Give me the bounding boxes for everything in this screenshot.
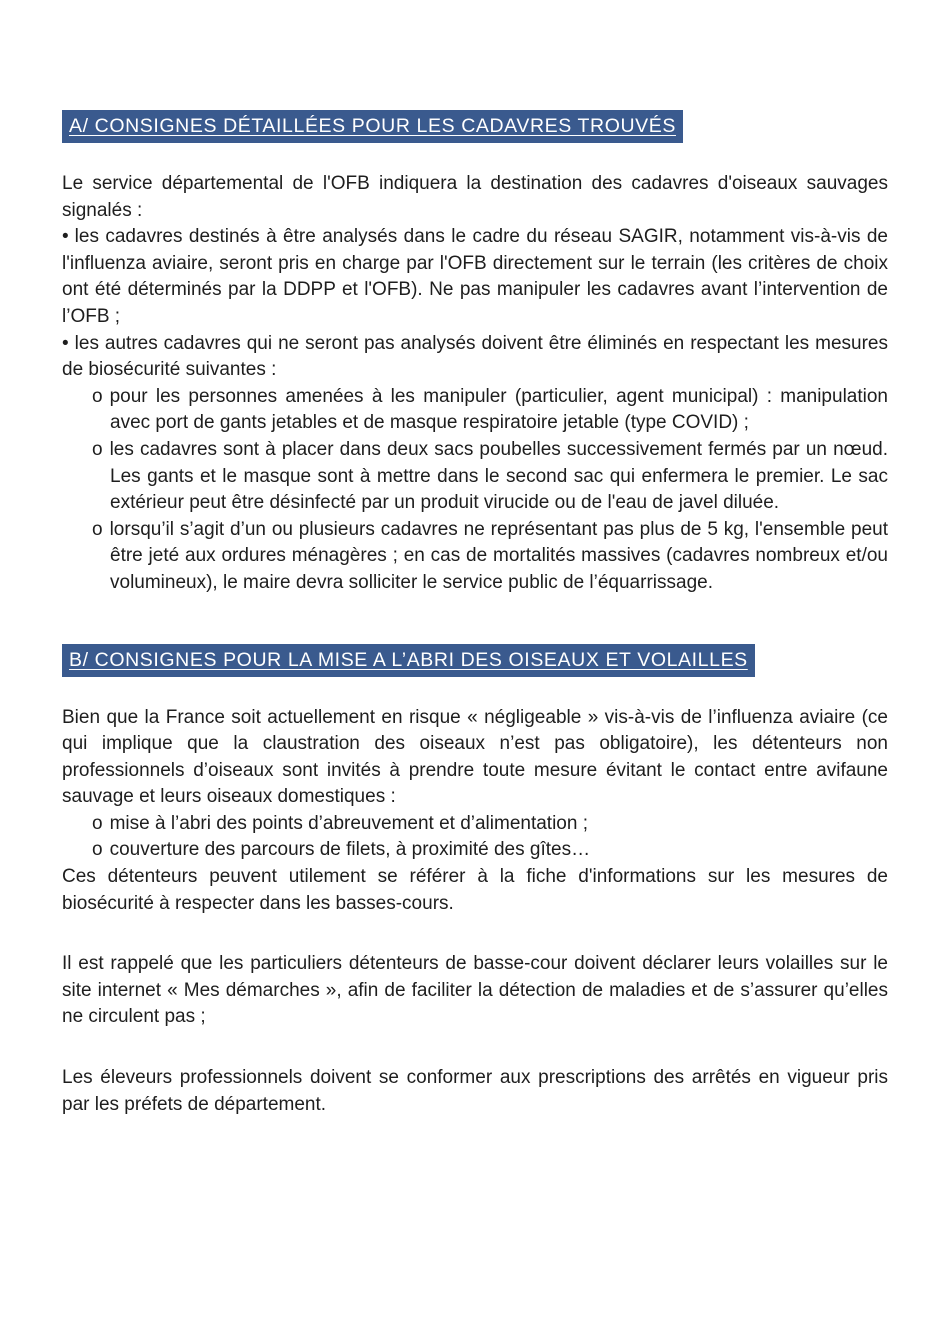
bullet-text: les autres cadavres qui ne seront pas analysés doivent être éliminés en respectant les mesures de biosécurité suivantes : [62,332,888,381]
paragraph-fiche-informations: Ces détenteurs peuvent utilement se référer à la fiche d'informations sur les mesures de biosécurité à respecter dans les basses-cours. [62,866,888,914]
section-a-body [62,171,888,597]
paragraph-eleveurs-professionnels: Les éleveurs professionnels doivent se conformer aux prescriptions des arrêtés en vigueur pris par les préfets de département. [62,1067,888,1115]
subbullet-marker: o [92,385,103,407]
bullet-cadavres-sagir [62,224,888,330]
bullet-autres-cadavres [62,331,888,384]
subbullet-text: lorsqu’il s’agit d’un ou plusieurs cadavres ne représentant pas plus de 5 kg, l'ensemble peut être jeté aux ordures ménagères ; en cas de mortalités massives (cadavres nombreux et/ou volumineux), le maire devra solliciter le service public de l’équarrissage. [109,518,888,593]
subbullet-sacs-poubelles [62,437,888,517]
subbullet-text: pour les personnes amenées à les manipuler (particulier, agent municipal) : manipulation avec port de gants jetables et de masque respiratoire jetable (type COVID) ; [109,385,888,434]
subbullet-ordures-menageres [62,517,888,597]
subbullet-mise-a-labri [62,811,888,838]
bullet-text: les cadavres destinés à être analysés dans le cadre du réseau SAGIR, notamment vis-à-vis de l'influenza aviaire, seront pris en charge par l'OFB directement sur le terrain (les critères de choix ont été déterminés par la DDPP et l'OFB). Ne pas manipuler les cadavres avant l’intervention de l’OFB ; [62,226,888,327]
bullet-marker: • [62,226,69,248]
subbullet-manipulation-gants [62,384,888,437]
section-a-heading: A/ CONSIGNES DÉTAILLÉES POUR LES CADAVRES TROUVÉS [62,110,683,143]
subbullet-marker: o [92,438,103,460]
paragraph-risque-negligeable: Bien que la France soit actuellement en risque « négligeable » vis-à-vis de l’influenza aviaire (ce qui implique que la claustration des oiseaux n’est pas obligatoire), les détenteurs non professionnels d’oiseaux sont invités à prendre toute mesure évitant le contact entre avifaune sauvage et leurs oiseaux domestiques : [62,706,888,808]
section-a-heading-wrap [62,110,888,143]
section-b-body [62,705,888,1119]
paragraph-mes-demarches: Il est rappelé que les particuliers détenteurs de basse-cour doivent déclarer leurs volailles sur le site internet « Mes démarches », afin de faciliter la détection de maladies et de s’assurer qu’elles ne circulent pas ; [62,953,888,1028]
paragraph-intro-cadavres: Le service départemental de l'OFB indiquera la destination des cadavres d'oiseaux sauvages signalés : [62,173,888,221]
section-b-heading: B/ CONSIGNES POUR LA MISE A L’ABRI DES OISEAUX ET VOLAILLES [62,644,755,677]
subbullet-marker: o [92,812,103,834]
subbullet-couverture-parcours [62,837,888,864]
subbullet-text: mise à l’abri des points d’abreuvement et d’alimentation ; [109,812,589,834]
bullet-marker: • [62,332,69,354]
subbullet-text: couverture des parcours de filets, à proximité des gîtes… [109,839,591,861]
section-b-heading-wrap [62,644,888,677]
subbullet-marker: o [92,839,103,861]
subbullet-text: les cadavres sont à placer dans deux sacs poubelles successivement fermés par un nœud. Les gants et le masque sont à mettre dans le second sac qui enfermera le premier. Le sac extérieur peut être désinfecté par un produit virucide ou de l'eau de javel diluée. [109,438,888,514]
subbullet-marker: o [92,518,103,540]
